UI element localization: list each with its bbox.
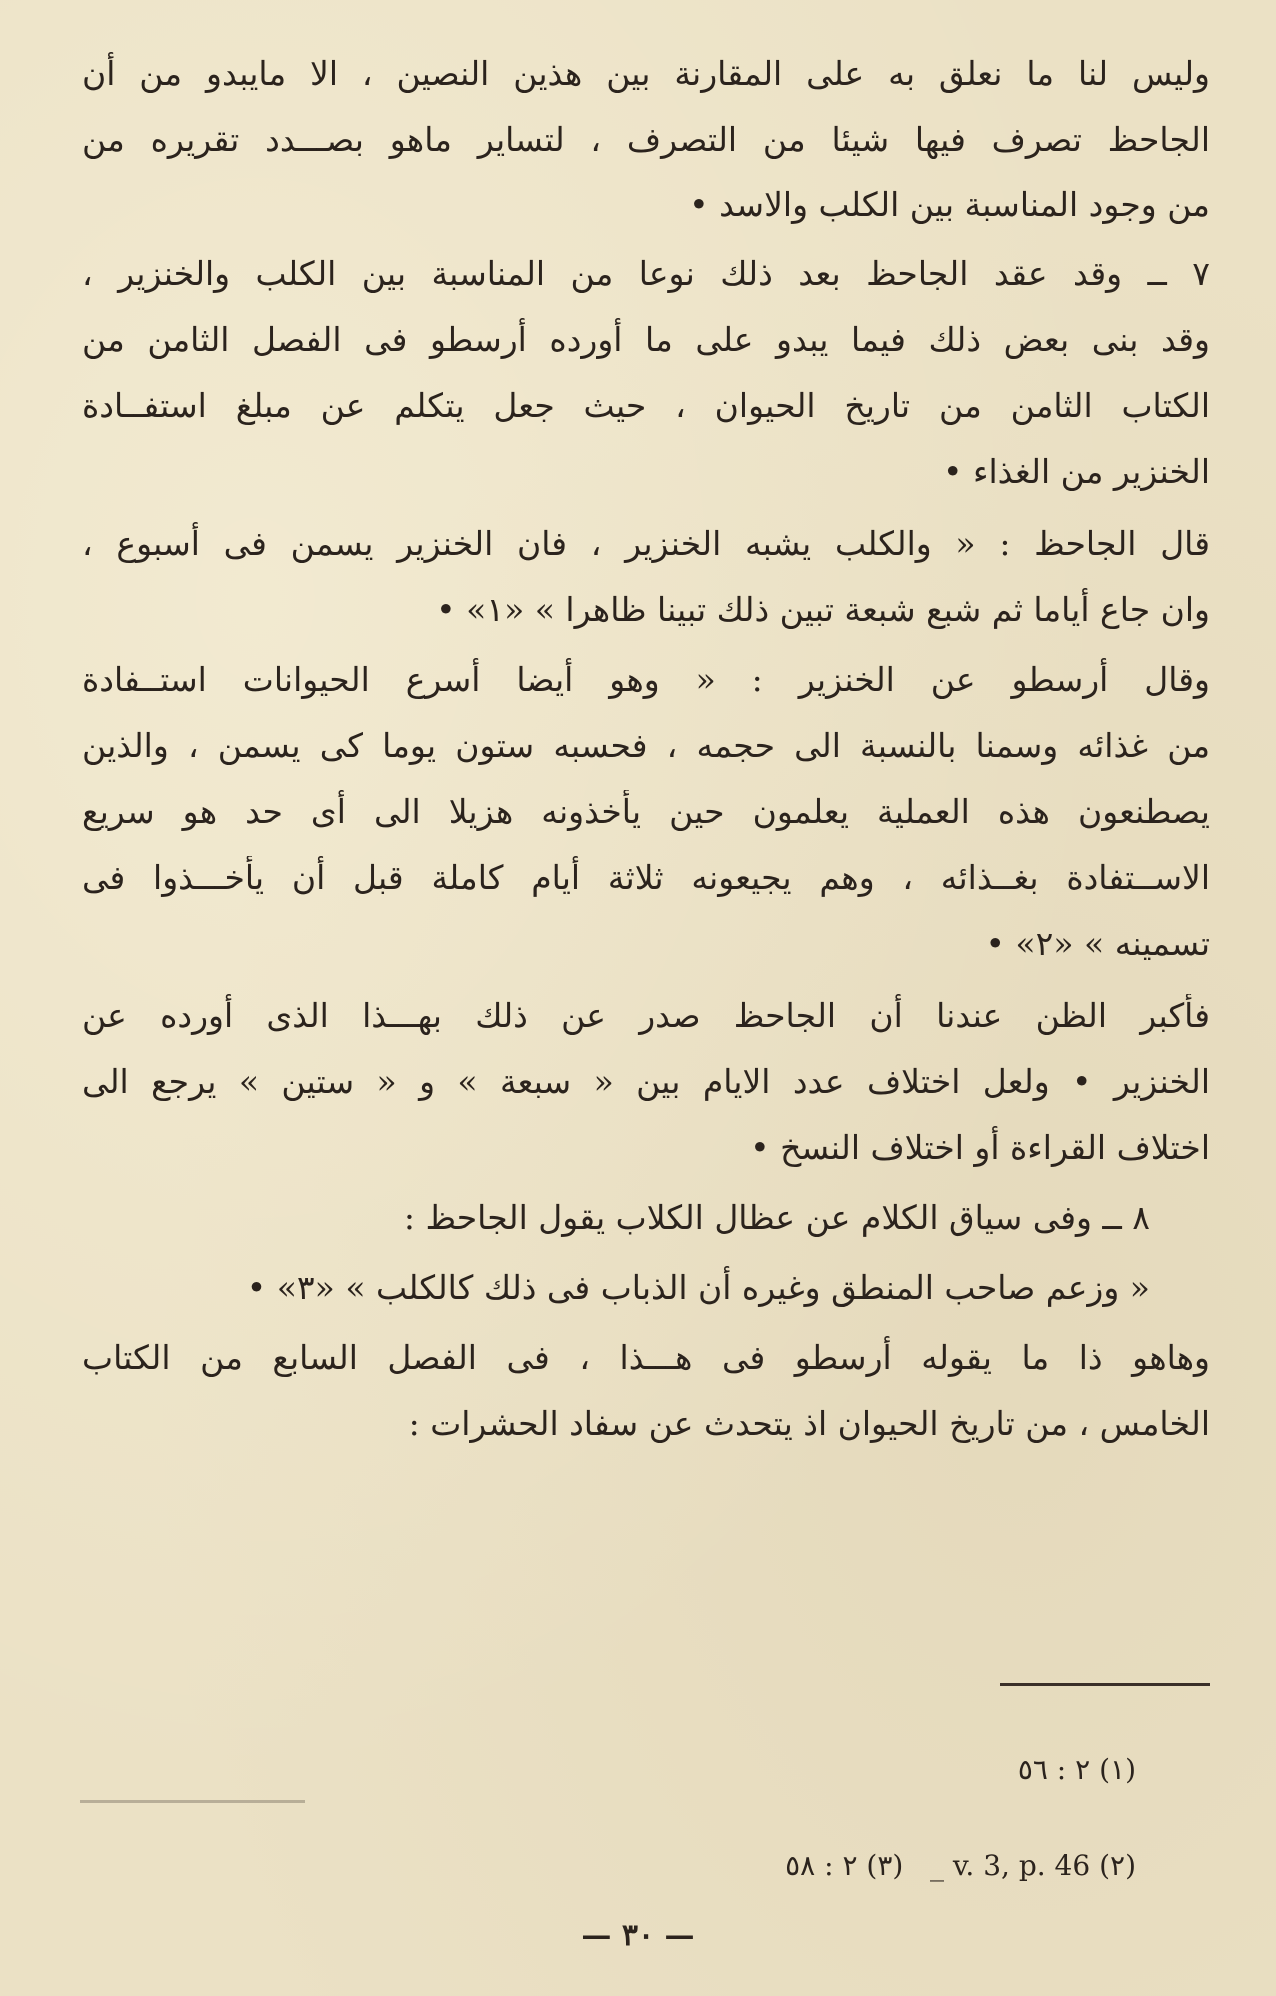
text-line: فأكبر الظن عندنا أن الجاحظ صدر عن ذلك بهـــذا الذى أورده عن [82,996,1210,1035]
text-line: يصطنعون هذه العملية يعلمون حين يأخذونه هزيلا الى أى حد هو سريع [82,792,1210,831]
text-line: وقال أرسطو عن الخنزير : « وهو أيضا أسرع الحيوانات استــفادة [82,660,1210,699]
footnote-separator [1000,1683,1210,1686]
text-line: ٨ ــ وفى سياق الكلام عن عظال الكلاب يقول الجاحظ : [403,1198,1150,1237]
footnote-2-3-line [785,1848,1136,1884]
text-line: ٧ ــ وقد عقد الجاحظ بعد ذلك نوعا من المناسبة بين الكلب والخنزير ، [82,254,1210,293]
text-line: من غذائه وسمنا بالنسبة الى حجمه ، فحسبه ستون يوما كى يسمن ، والذين [82,726,1210,765]
text-line: وقد بنى بعض ذلك فيما يبدو على ما أورده أرسطو فى الفصل الثامن من [82,320,1210,359]
text-line: الاســتفادة بغــذائه ، وهم يجيعونه ثلاثة أيام كاملة قبل أن يأخـــذوا فى [82,858,1210,897]
text-line: « وزعم صاحب المنطق وغيره أن الذباب فى ذلك كالكلب » «٣» • [246,1268,1150,1307]
text-line: قال الجاحظ : « والكلب يشبه الخنزير ، فان الخنزير يسمن فى أسبوع ، [82,524,1210,563]
footnote-2-marker: (٢) [1099,1849,1136,1882]
footnote-3: (٣) ٢ : ٥٨ [785,1849,904,1882]
text-line: وان جاع أياما ثم شبع شبعة تبين ذلك تبينا ظاهرا » «١» • [436,590,1210,629]
text-line: الخنزير من الغذاء • [943,452,1210,491]
footnote-2-reference: v. 3, p. 46 [952,1849,1091,1882]
page-number: — ٣٠ — [581,1918,695,1953]
footnote-separator-faint [80,1800,305,1803]
footnote-1: (١) ٢ : ٥٦ [1017,1753,1136,1786]
text-line: اختلاف القراءة أو اختلاف النسخ • [750,1128,1210,1167]
text-line: الخنزير • ولعل اختلاف عدد الايام بين « سبعة » و « ستين » يرجع الى [82,1062,1210,1101]
text-line: الجاحظ تصرف فيها شيئا من التصرف ، لتساير ماهو بصـــدد تقريره من [82,120,1210,159]
footnote-separator-dash: _ [930,1849,944,1882]
text-line: الخامس ، من تاريخ الحيوان اذ يتحدث عن سفاد الحشرات : [408,1404,1210,1443]
text-line: وهاهو ذا ما يقوله أرسطو فى هـــذا ، فى الفصل السابع من الكتاب [82,1338,1210,1377]
text-line: تسمينه » «٢» • [985,924,1210,963]
text-line: وليس لنا ما نعلق به على المقارنة بين هذين النصين ، الا مايبدو من أن [82,54,1210,93]
text-line: الكتاب الثامن من تاريخ الحيوان ، حيث جعل يتكلم عن مبلغ استفــادة [82,386,1210,425]
text-line: من وجود المناسبة بين الكلب والاسد • [689,185,1210,224]
